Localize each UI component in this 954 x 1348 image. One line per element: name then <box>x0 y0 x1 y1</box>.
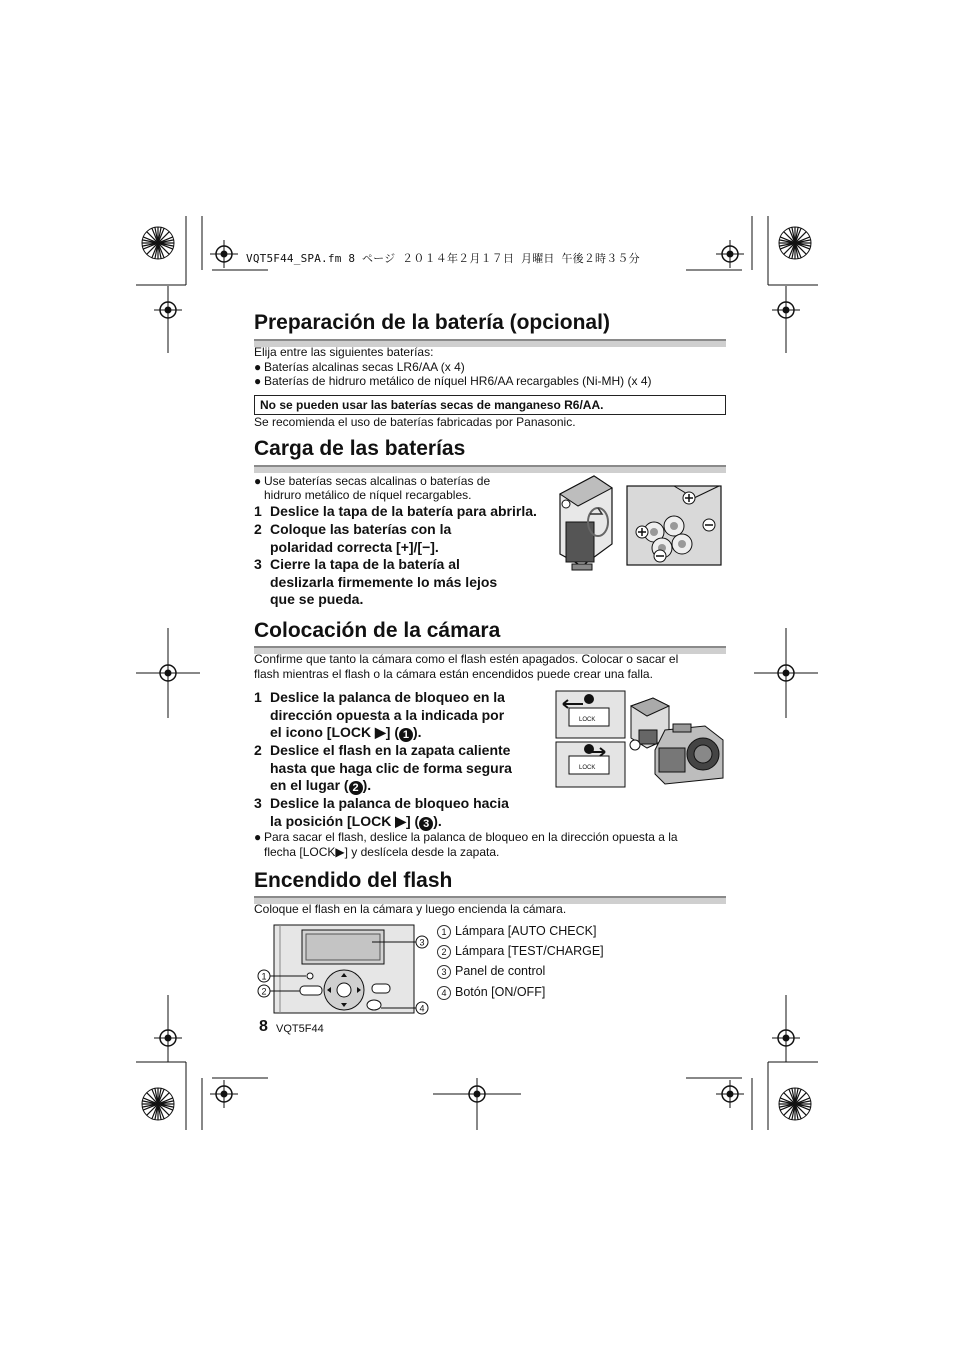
mount-intro-line1: Confirme que tanto la cámara como el flash estén apagados. Colocar o sacar el <box>254 652 679 666</box>
callout-3: 3 <box>419 937 425 948</box>
plus-terminal-icon <box>683 492 695 504</box>
bullet-icon: ● <box>254 830 262 844</box>
flash-battery-door-illustration <box>560 476 612 570</box>
lock-label: LOCK <box>579 717 596 723</box>
section-title-mount: Colocación de la cámara <box>254 619 501 642</box>
section-title-charge: Carga de las baterías <box>254 437 466 460</box>
legend-item-test-charge: 2 Lámpara [TEST/CHARGE] <box>437 944 604 959</box>
charge-bullet-cont: hidruro metálico de níquel recargables. <box>264 488 472 502</box>
mount-note-cont: flecha [LOCK▶] y deslícela desde la zapata. <box>264 845 500 859</box>
bullet-icon: ● <box>254 474 262 488</box>
warning-box <box>254 395 726 415</box>
step-marker-3: 3 <box>419 817 433 831</box>
minus-terminal-icon <box>703 519 715 531</box>
callout-4: 4 <box>419 1003 425 1014</box>
lock-lever-open-illustration <box>556 691 625 738</box>
flash-mounting-illustration <box>555 690 725 790</box>
control-panel-lcd <box>302 930 384 964</box>
legend-item-on-off: 4 Botón [ON/OFF] <box>437 985 545 1000</box>
battery-recommend: Se recomienda el uso de baterías fabricadas por Panasonic. <box>254 415 576 429</box>
mount-intro-line2: flash mientras el flash o la cámara están encendidos puede crear una falla. <box>254 667 653 681</box>
lock-lever-closed-illustration <box>556 742 625 787</box>
model-code: VQT5F44 <box>276 1023 324 1035</box>
legend-item-control-panel: 3 Panel de control <box>437 964 545 979</box>
battery-compartment-illustration <box>627 486 721 565</box>
callout-2: 2 <box>261 986 267 997</box>
callout-1: 1 <box>261 971 267 982</box>
step-marker-2: 2 <box>349 781 363 795</box>
legend-item-auto-check: 1 Lámpara [AUTO CHECK] <box>437 924 596 939</box>
power-intro: Coloque el flash en la cámara y luego encienda la cámara. <box>254 902 567 916</box>
auto-check-lamp-icon <box>307 973 313 979</box>
camera-body-illustration <box>655 724 723 784</box>
bottom-center-mark <box>433 1078 521 1130</box>
section-title-power: Encendido del flash <box>254 869 453 892</box>
plus-terminal-icon <box>636 526 648 538</box>
file-header-line: VQT5F44_SPA.fm 8 ページ ２０１４年２月１７日 月曜日 午後２時３５分 <box>246 252 640 265</box>
lock-label: LOCK <box>579 765 596 771</box>
test-charge-lamp-icon <box>300 986 322 995</box>
minus-terminal-icon <box>654 550 666 562</box>
battery-intro: Elija entre las siguientes baterías: <box>254 345 434 359</box>
dial-icon <box>324 970 364 1010</box>
top-right-corner-marks <box>686 216 818 353</box>
bullet-icon: ● <box>254 360 262 374</box>
section-title-battery-prep: Preparación de la batería (opcional) <box>254 311 610 334</box>
battery-insertion-illustration <box>554 474 726 578</box>
on-off-button-icon <box>367 1000 381 1010</box>
flash-control-panel-illustration <box>254 924 434 1016</box>
step-marker-1: 1 <box>399 728 413 742</box>
page-number: 8 <box>259 1018 268 1035</box>
warning-text: No se pueden usar las baterías secas de manganeso R6/AA. <box>260 398 604 412</box>
bottom-right-corner-marks <box>686 995 818 1130</box>
top-left-corner-marks <box>136 216 268 353</box>
section-rule <box>254 465 726 473</box>
bullet-icon: ● <box>254 374 262 388</box>
bottom-left-corner-marks <box>136 995 268 1130</box>
